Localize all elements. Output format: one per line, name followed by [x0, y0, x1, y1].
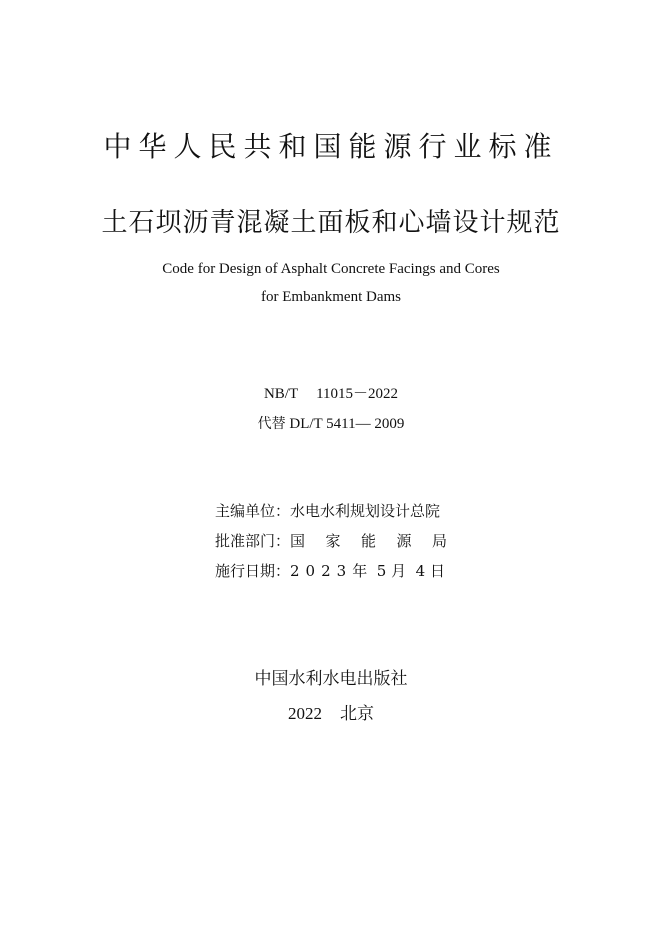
standard-number [0, 384, 662, 404]
publication-info [215, 498, 475, 588]
approver-label: 批准部门： [215, 532, 291, 550]
effective-month: 5 [376, 562, 387, 580]
effective-date-row [215, 558, 475, 588]
document-title-en-line1: Code for Design of Asphalt Concrete Facings and Cores [162, 261, 500, 277]
publisher-name: 中国水利水电出版社 [254, 669, 408, 689]
approver-value [290, 528, 447, 558]
approver-char: 源 [396, 532, 412, 550]
editor-value: 水电水利规划设计总院 [290, 502, 441, 520]
standard-number-value: 11015－2022 [316, 386, 399, 402]
approver-char: 能 [360, 532, 376, 550]
year-char: 年 [352, 562, 368, 580]
publication-city: 北京 [340, 704, 374, 724]
approver-row [215, 528, 475, 558]
standard-code: NB/T [263, 386, 299, 402]
approver-char: 国 [290, 532, 306, 550]
approver-char: 家 [325, 532, 341, 550]
standard-category: 中华人民共和国能源行业标准 [103, 130, 559, 163]
editor-row [215, 498, 475, 528]
effective-year: 2023 [290, 562, 353, 580]
replaces-standard [0, 414, 662, 434]
replaces-number: DL/T 5411— 2009 [289, 416, 405, 432]
effective-day: 4 [415, 562, 426, 580]
publication-year-city [0, 702, 662, 726]
effective-date-label: 施行日期： [215, 562, 291, 580]
publication-year: 2022 [288, 704, 322, 723]
approver-char: 局 [431, 532, 447, 550]
month-char: 月 [391, 562, 407, 580]
document-title-en-line2: for Embankment Dams [261, 289, 401, 305]
day-char: 日 [429, 562, 445, 580]
editor-label: 主编单位： [215, 502, 291, 520]
replaces-label: 代替 [257, 416, 286, 432]
document-title-cn: 土石坝沥青混凝土面板和心墙设计规范 [101, 208, 561, 238]
effective-date-value [290, 558, 445, 588]
